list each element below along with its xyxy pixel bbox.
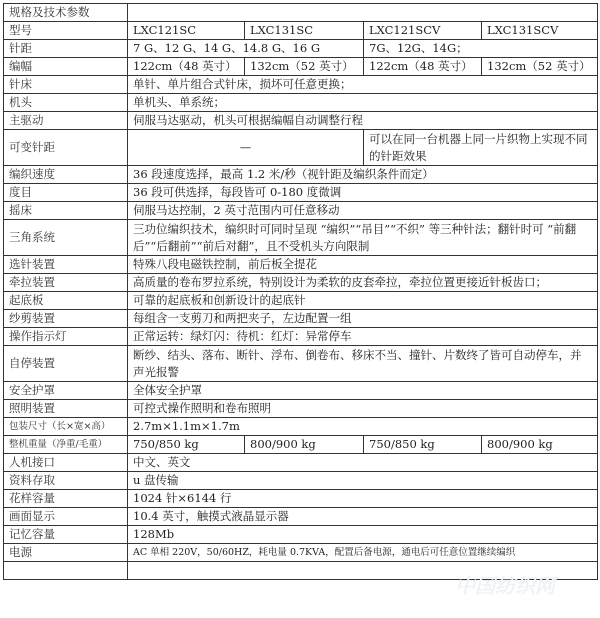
table-row <box>4 40 598 58</box>
table-row <box>4 112 598 130</box>
row-label: 自停装置 <box>4 346 128 382</box>
value-cell: u 盘传输 <box>128 472 598 490</box>
table-row <box>4 472 598 490</box>
row-label: 包装尺寸（长×宽×高） <box>4 418 128 436</box>
value-cell: 800/900 kg <box>245 436 364 454</box>
row-label: 主驱动 <box>4 112 128 130</box>
value-cell: 断纱、结头、落布、断针、浮布、倒卷布、移床不当、撞针、片数终了皆可自动停车，并声光报警 <box>128 346 598 382</box>
table-row <box>4 310 598 328</box>
value-cell: 128Mb <box>128 526 598 544</box>
row-label: 记忆容量 <box>4 526 128 544</box>
table-row <box>4 58 598 76</box>
value-cell: 可控式操作照明和卷布照明 <box>128 400 598 418</box>
row-label: 安全护罩 <box>4 382 128 400</box>
watermark: 中国纺织网 <box>455 574 555 598</box>
table-row <box>4 202 598 220</box>
row-label: 编幅 <box>4 58 128 76</box>
value-cell: 每组含一支剪刀和两把夹子，左边配置一组 <box>128 310 598 328</box>
value-cell: 122cm（48 英寸） <box>364 58 482 76</box>
row-label: 三角系统 <box>4 220 128 256</box>
value-cell: 正常运转：绿灯闪：待机：红灯：异常停车 <box>128 328 598 346</box>
row-label: 型号 <box>4 22 128 40</box>
value-cell: 伺服马达驱动，机头可根据编幅自动调整行程 <box>128 112 598 130</box>
model-cell: LXC131SC <box>245 22 364 40</box>
value-cell: 36 段速度选择，最高 1.2 米/秒（视针距及编织条件而定） <box>128 166 598 184</box>
table-row <box>4 400 598 418</box>
row-label: 选针装置 <box>4 256 128 274</box>
table-row <box>4 328 598 346</box>
table-row <box>4 346 598 382</box>
value-cell: 全体安全护罩 <box>128 382 598 400</box>
model-cell: LXC131SCV <box>482 22 598 40</box>
value-cell: 可以在同一台机器上同一片织物上实现不同的针距效果 <box>364 130 598 166</box>
table-row <box>4 544 598 562</box>
value-cell: 伺服马达控制，2 英寸范围内可任意移动 <box>128 202 598 220</box>
table-row <box>4 454 598 472</box>
value-cell: 特殊八段电磁铁控制，前后板全提花 <box>128 256 598 274</box>
row-label: 针距 <box>4 40 128 58</box>
row-label: 度目 <box>4 184 128 202</box>
table-row <box>4 220 598 256</box>
table-row <box>4 22 598 40</box>
table-row <box>4 94 598 112</box>
value-cell: 10.4 英寸，触摸式液晶显示器 <box>128 508 598 526</box>
value-cell: 单针、单片组合式针床，损坏可任意更换； <box>128 76 598 94</box>
value-cell: 132cm（52 英寸） <box>245 58 364 76</box>
row-label: 摇床 <box>4 202 128 220</box>
row-label: 画面显示 <box>4 508 128 526</box>
row-label: 花样容量 <box>4 490 128 508</box>
value-cell: — <box>128 130 364 166</box>
table-row <box>4 292 598 310</box>
value-cell: 高质量的卷布罗拉系统，特别设计为柔软的皮套牵拉，牵拉位置更接近针板齿口； <box>128 274 598 292</box>
row-label: 照明装置 <box>4 400 128 418</box>
value-cell: 7 G、12 G、14 G、14.8 G、16 G <box>128 40 364 58</box>
value-cell: 800/900 kg <box>482 436 598 454</box>
table-row <box>4 4 598 22</box>
table-header: 规格及技术参数 <box>4 4 128 22</box>
value-cell: AC 单相 220V，50/60HZ，耗电量 0.7KVA，配置后备电源，通电后可任意位置继续编织 <box>128 544 598 562</box>
table-row <box>4 490 598 508</box>
table-row <box>4 508 598 526</box>
table-row <box>4 526 598 544</box>
row-label: 整机重量（净重/毛重） <box>4 436 128 454</box>
row-label: 资料存取 <box>4 472 128 490</box>
row-label: 机头 <box>4 94 128 112</box>
model-cell: LXC121SCV <box>364 22 482 40</box>
row-label: 牵拉装置 <box>4 274 128 292</box>
value-cell: 750/850 kg <box>128 436 245 454</box>
value-cell: 1024 针×6144 行 <box>128 490 598 508</box>
model-cell: LXC121SC <box>128 22 245 40</box>
table-row <box>4 562 598 580</box>
row-label: 编织速度 <box>4 166 128 184</box>
value-cell: 36 段可供选择，每段皆可 0-180 度微调 <box>128 184 598 202</box>
row-label: 纱剪装置 <box>4 310 128 328</box>
value-cell: 单机头、单系统； <box>128 94 598 112</box>
row-label: 电源 <box>4 544 128 562</box>
table-row <box>4 418 598 436</box>
table-row <box>4 130 598 166</box>
value-cell: 2.7m×1.1m×1.7m <box>128 418 598 436</box>
value-cell: 132cm（52 英寸） <box>482 58 598 76</box>
table-row <box>4 436 598 454</box>
value-cell: 122cm（48 英寸） <box>128 58 245 76</box>
table-row <box>4 256 598 274</box>
row-label: 起底板 <box>4 292 128 310</box>
row-label: 针床 <box>4 76 128 94</box>
table-row <box>4 184 598 202</box>
value-cell: 三功位编织技术，编织时可同时呈现 “编织”“吊目”“不织” 等三种针法；翻针时可 “前翻后”“后翻前”“前后对翻”，且不受机头方向限制 <box>128 220 598 256</box>
table-row <box>4 274 598 292</box>
table-row <box>4 76 598 94</box>
value-cell: 7G、12G、14G； <box>364 40 598 58</box>
row-label: 操作指示灯 <box>4 328 128 346</box>
table-row <box>4 382 598 400</box>
table-row <box>4 166 598 184</box>
row-label: 可变针距 <box>4 130 128 166</box>
value-cell: 中文、英文 <box>128 454 598 472</box>
value-cell: 可靠的起底板和创新设计的起底针 <box>128 292 598 310</box>
spec-table <box>3 3 598 580</box>
value-cell: 750/850 kg <box>364 436 482 454</box>
row-label: 人机接口 <box>4 454 128 472</box>
